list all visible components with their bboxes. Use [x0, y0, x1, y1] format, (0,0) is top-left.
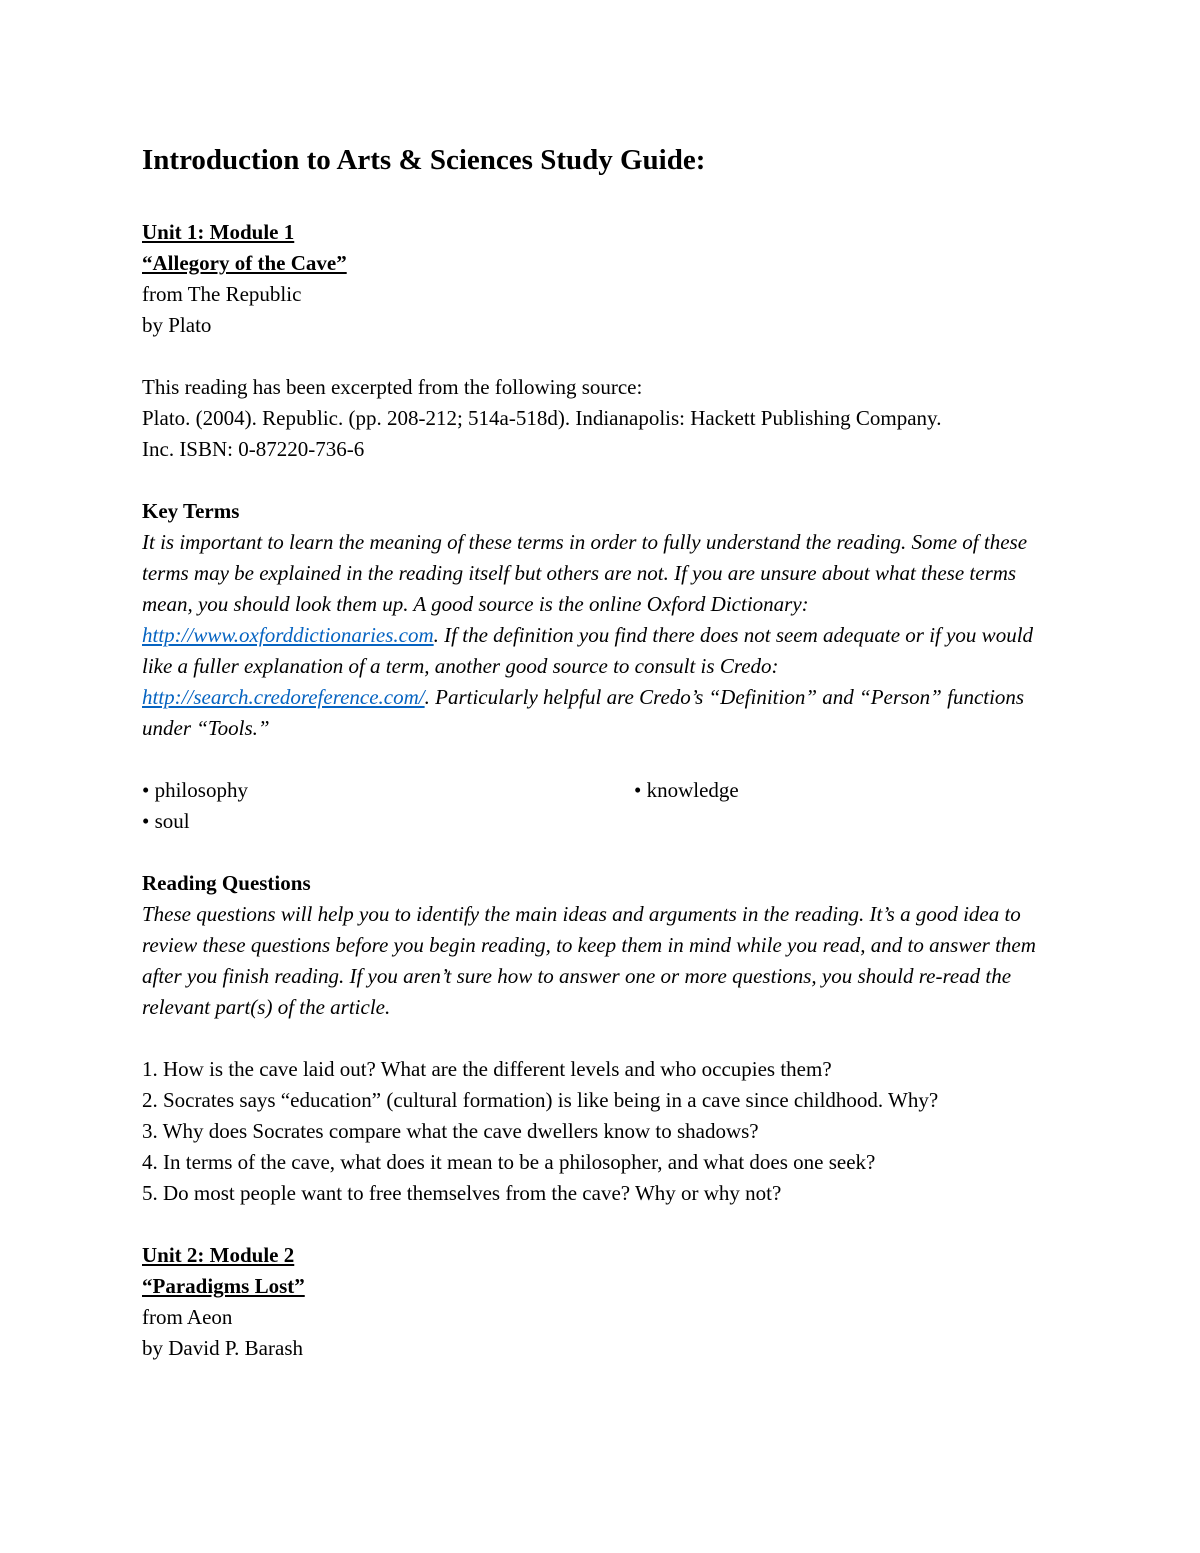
page-title: Introduction to Arts & Sciences Study Guide: — [142, 144, 706, 176]
unit1-source-from: from The Republic — [142, 282, 302, 306]
question-3: 3. Why does Socrates compare what the cave dwellers know to shadows? — [142, 1119, 759, 1143]
question-1: 1. How is the cave laid out? What are the different levels and who occupies them? — [142, 1057, 832, 1081]
reading-questions-intro: These questions will help you to identify the main ideas and arguments in the reading. It’s a good idea to review these questions before you begin reading, to keep them in mind while you read, and to answer them after you finish reading. If you aren’t sure how to answer one or more questions, you should re-read the relevant part(s) of the article. — [142, 902, 1036, 1019]
key-terms-text-3: . Particularly helpful are Credo’s “Definition” and “Person” functions under “Tools.” — [142, 685, 1025, 740]
key-terms-text-2: . If the definition you find there does not seem adequate or if you would like a fuller explanation of a term, another good source to consult is Credo: — [142, 623, 1034, 678]
unit1-author: by Plato — [142, 313, 212, 337]
term-soul: • soul — [142, 809, 190, 833]
question-4: 4. In terms of the cave, what does it mean to be a philosopher, and what does one seek? — [142, 1150, 876, 1174]
citation-line-1: Plato. (2004). Republic. (pp. 208-212; 514a-518d). Indianapolis: Hackett Publishing Company. — [142, 406, 942, 430]
credo-reference-link[interactable]: http://search.credoreference.com/ — [142, 685, 425, 709]
unit1-reading-title: “Allegory of the Cave” — [142, 251, 347, 275]
key-terms-list — [142, 775, 1072, 837]
unit1-heading: Unit 1: Module 1 — [142, 220, 295, 244]
unit2-author: by David P. Barash — [142, 1336, 303, 1360]
key-terms-heading: Key Terms — [142, 499, 240, 523]
oxford-dictionary-link[interactable]: http://www.oxforddictionaries.com — [142, 623, 434, 647]
reading-questions-heading: Reading Questions — [142, 871, 311, 895]
key-terms-instructions — [142, 527, 1062, 744]
unit2-reading-title: “Paradigms Lost” — [142, 1274, 305, 1298]
unit2-source-from: from Aeon — [142, 1305, 233, 1329]
source-intro: This reading has been excerpted from the following source: — [142, 375, 643, 399]
question-5: 5. Do most people want to free themselves from the cave? Why or why not? — [142, 1181, 782, 1205]
key-terms-text-1: It is important to learn the meaning of these terms in order to fully understand the reading. Some of these terms may be explained in the reading itself but others are not. If you are unsure about what these terms mean, you should look them up. A good source is the online Oxford Dictionary: — [142, 530, 1028, 616]
question-2: 2. Socrates says “education” (cultural formation) is like being in a cave since childhood. Why? — [142, 1088, 939, 1112]
unit2-heading: Unit 2: Module 2 — [142, 1243, 295, 1267]
citation-line-2: Inc. ISBN: 0-87220-736-6 — [142, 437, 365, 461]
term-philosophy: • philosophy — [142, 778, 248, 802]
document-page — [142, 140, 1072, 1364]
term-knowledge: • knowledge — [634, 778, 739, 802]
